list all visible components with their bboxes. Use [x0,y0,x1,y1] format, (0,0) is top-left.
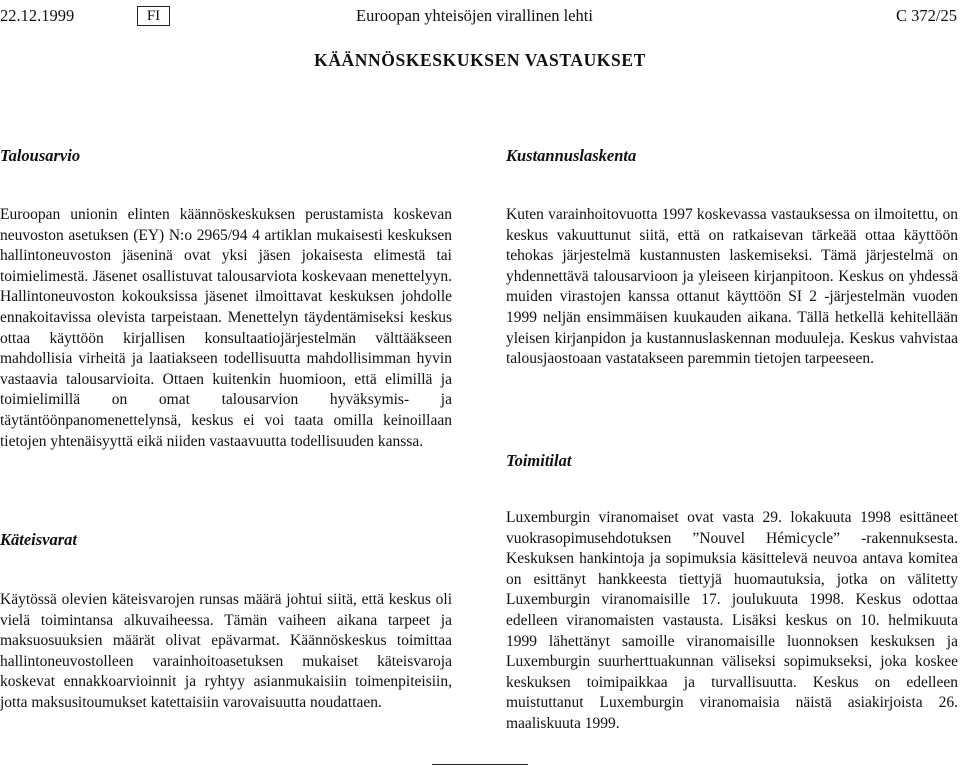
language-code-box: FI [137,6,170,26]
header-date: 22.12.1999 [0,6,75,25]
footer-rule [432,764,528,765]
section-text-toimitilat: Luxemburgin viranomaiset ovat vasta 29. lokakuuta 1998 esittäneet vuokrasopimusehdotuksen ”Nouvel Hémicycle” -rakennuksesta. Keskuksen hankintoja ja sopimuksia käsittelevä neuvoa antava komitea on esittänyt hankkeesta tiettyjä huomautuksia, jotka on välitetty Luxemburgin viranomaisille 17. joulukuuta 1998. Keskus odottaa edelleen viranomaisten vastausta. Lisäksi keskus on 10. helmikuuta 1999 lähettänyt samoille viranomaisille luonnoksen keskuksen ja Luxemburgin suurherttuakunnan väliseksi sopimukseksi, joka koskee keskuksen toimipaikkaa ja turvallisuutta. Keskus on edelleen muistuttanut Luxemburgin viranomaisia näistä asiakirjoista 26. maaliskuuta 1999. [506,509,958,732]
page-title: KÄÄNNÖSKESKUKSEN VASTAUKSET [314,50,646,70]
section-text-kustannuslaskenta: Kuten varainhoitovuotta 1997 koskevassa vastauksessa on ilmoitettu, on keskus vakuuttunut siitä, että on ratkaisevan tärkeää ottaa käyttöön tehokas järjestelmä kustannusten laskemiseksi. Tämä järjestelmä on yhdennettävä talousarvioon ja yleiseen kirjanpitoon. Keskus on yhdessä muiden virastojen kanssa ottanut käyttöön SI 2 -järjestelmän vuoden 1999 neljän ensimmäisen kuukauden aikana. Tällä hetkellä kehitellään yleisen kirjanpidon ja kustannuslaskennan moduuleja. Keskus vahvistaa talousjaostoaan vastatakseen paremmin tietojen tarpeeseen. [506,206,958,368]
section-heading-toimitilat: Toimitilat [506,451,572,470]
page-reference: C 372/25 [896,6,957,25]
section-heading-kateisvarat: Käteisvarat [0,530,77,549]
section-heading-kustannuslaskenta: Kustannuslaskenta [506,146,637,165]
publication-title: Euroopan yhteisöjen virallinen lehti [356,6,593,25]
section-text-kateisvarat: Käytössä olevien käteisvarojen runsas määrä johtui siitä, että keskus oli vielä toimintansa alkuvaiheessa. Tämän vaiheen aikana tarpeet ja maksuosuuksien määrät olivat epävarmat. Käännöskeskus toimittaa hallintoneuvostolleen varainhoitoasetuksen mukaiset käteisvaroja koskevat ennakkoarvioinnit ja ryhtyy asianmukaisiin toimenpiteisiin, jotta maksusitoumukset katettaisiin varovaisuutta noudattaen. [0,591,452,711]
section-text-talousarvio: Euroopan unionin elinten käännöskeskuksen perustamista koskevan neuvoston asetuksen (EY) N:o 2965/94 4 artiklan mukaisesti keskuksen hallintoneuvoston jäseninä ovat yksi jäsen jokaisesta elimestä tai toimielimestä. Jäsenet osallistuvat talousarviota koskevaan menettelyyn. Hallintoneuvoston kokouksissa jäsenet ilmoittavat keskuksen johdolle ennakoitavissa olevista tarpeistaan. Menettelyn täydentämiseksi keskus ottaa käyttöön kirjallisen konsultaatiojärjestelmän välttääkseen mahdollisia virheitä ja laatiakseen todellisuutta mahdollisimman hyvin vastaavia talousarvioita. Ottaen kuitenkin huomioon, että elimillä ja toimielimillä on omat talousarvion hyväksymis- ja täytäntöönpanomenettelynsä, keskus ei voi taata omilla keinoillaan tietojen yhtenäisyyttä eikä niiden vastaavuutta todellisuuden kanssa. [0,206,452,450]
section-heading-talousarvio: Talousarvio [0,146,81,165]
